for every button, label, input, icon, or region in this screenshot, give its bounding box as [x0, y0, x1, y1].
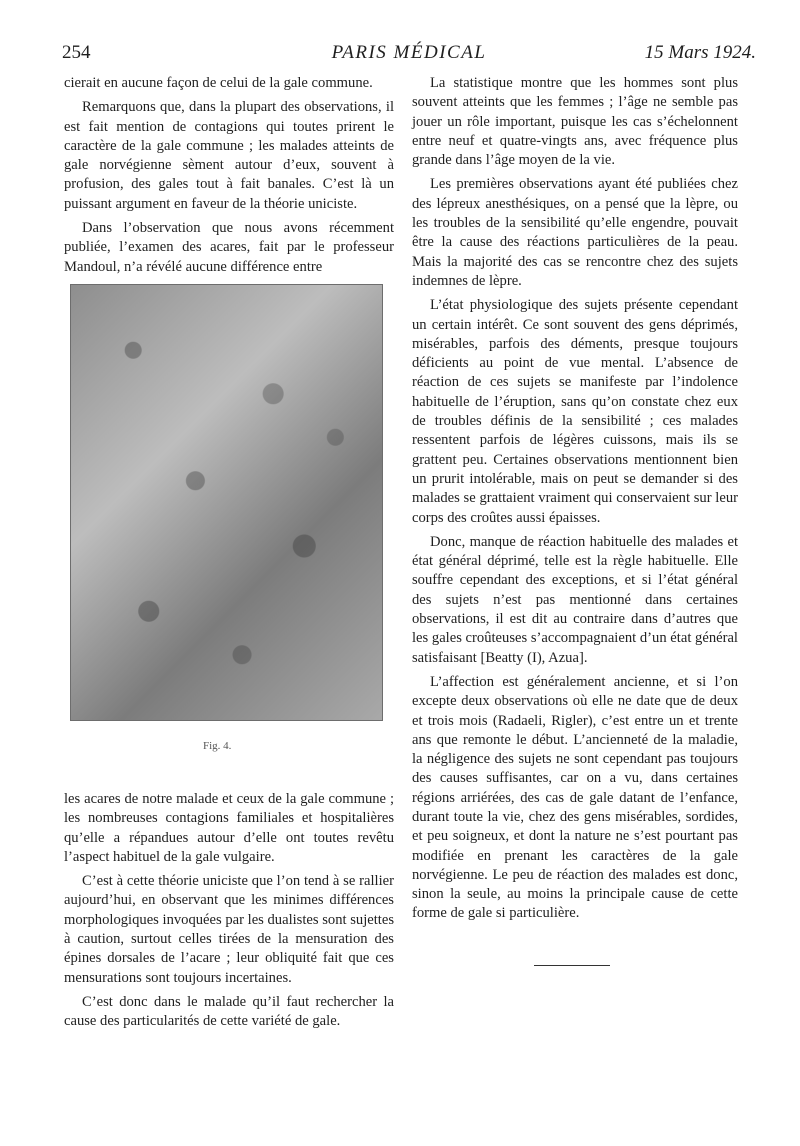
- right-column: [412, 74, 738, 929]
- paragraph: C’est donc dans le malade qu’il faut rechercher la cause des particularités de cette variété de gale.: [64, 993, 394, 1030]
- paragraph: C’est à cette théorie uniciste que l’on tend à se rallier aujourd’hui, en observant que les minimes différences morphologiques invoquées par les dualistes sont sujettes à caution, surtout celles tirées de la mensuration des épines dorsales de l’acare ; leur obliquité fait que ces mensurations sont toujours incertaines.: [64, 873, 394, 986]
- paragraph: les acares de notre malade et ceux de la gale commune ; les nombreuses contagions familiales et hospitalières qu’elle a répandues autour d’elle ont toutes revêtu l’aspect habituel de la gale vulgaire.: [64, 791, 394, 865]
- paragraph: Remarquons que, dans la plupart des observations, il est fait mention de contagions qui toutes prirent le caractère de la gale commune ; les malades atteints de gale norvégienne sèment autour d’eux, souvent à profusion, des gales tout à fait banales. C’est là un puissant argument en faveur de la théorie uniciste.: [64, 99, 394, 212]
- left-column-top: [64, 74, 394, 282]
- page-number: 254: [62, 42, 91, 63]
- issue-date: 15 Mars 1924.: [644, 42, 756, 63]
- journal-title: PARIS MÉDICAL: [331, 42, 487, 63]
- paragraph: Donc, manque de réaction habituelle des malades et état général déprimé, telle est la règle habituelle. Elle souffre cependant des exceptions, et si l’état général des sujets n’est pas mentionné dans certaines observations, il est dit au contraire dans d’autres que les gales croûteuses s’accompagnaient d’un état général satisfaisant [Beatty (I), Azua].: [412, 533, 738, 666]
- figure-caption: Fig. 4.: [203, 740, 232, 752]
- paragraph: L’affection est généralement ancienne, et si l’on excepte deux observations où elle ne date que de deux et trois mois (Radaeli, Rigler), c’est entre un et trente ans que remonte le début. L’ancienneté de la maladie, la négligence des sujets ne sont cependant pas toujours des causes suffisantes, car on a vu, dans certaines régions arriérées, des cas de gale datant de l’enfance, durant toute la vie, chez des gens misérables, sordides, et peu soigneux, et dont la nature ne s’est pourtant pas modifiée en prenant les caractères de la gale norvégienne. Le peu de réaction des malades est donc, sinon la seule, au moins la principale cause de cette forme de gale si particulière.: [412, 673, 738, 922]
- running-header: [62, 42, 756, 72]
- figure-micrograph: [70, 284, 383, 721]
- paragraph: Les premières observations ayant été publiées chez des lépreux anesthésiques, on a pensé que la lèpre, ou les troubles de la sensibilité qu’elle engendre, pouvait être la cause des réactions particulières de la peau. Mais la majorité des cas se rencontre chez des sujets indemnes de lèpre.: [412, 176, 738, 289]
- paragraph: cierait en aucune façon de celui de la gale commune.: [64, 75, 373, 91]
- paragraph: L’état physiologique des sujets présente cependant un certain intérêt. Ce sont souvent des gens déprimés, misérables, parfois des déments, presque toujours déficients au point de vue mental. L’absence de réaction de ces sujets se manifeste par l’indolence habituelle de l’éruption, sans qu’on constate chez eux de troubles définis de la sensibilité ; ces malades ressentent parfois de légères cuissons, mais ils se grattent peu. Certaines observations mentionnent bien un prurit intolérable, mais on peut se demander si des malades se grattaient vraiment qui conservaient sur leur corps des croûtes aussi épaisses.: [412, 297, 738, 526]
- paragraph: La statistique montre que les hommes sont plus souvent atteints que les femmes ; l’âge ne semble pas jouer un rôle important, puisque les cas s’échelonnent entre neuf et quatre-vingts ans, avec fréquence plus grande dans l’âge moyen de la vie.: [412, 75, 738, 169]
- end-rule: [534, 965, 610, 966]
- paragraph: Dans l’observation que nous avons récemment publiée, l’examen des acares, fait par le professeur Mandoul, n’a révélé aucune différence entre: [64, 220, 394, 275]
- left-column-bottom: [64, 790, 394, 1037]
